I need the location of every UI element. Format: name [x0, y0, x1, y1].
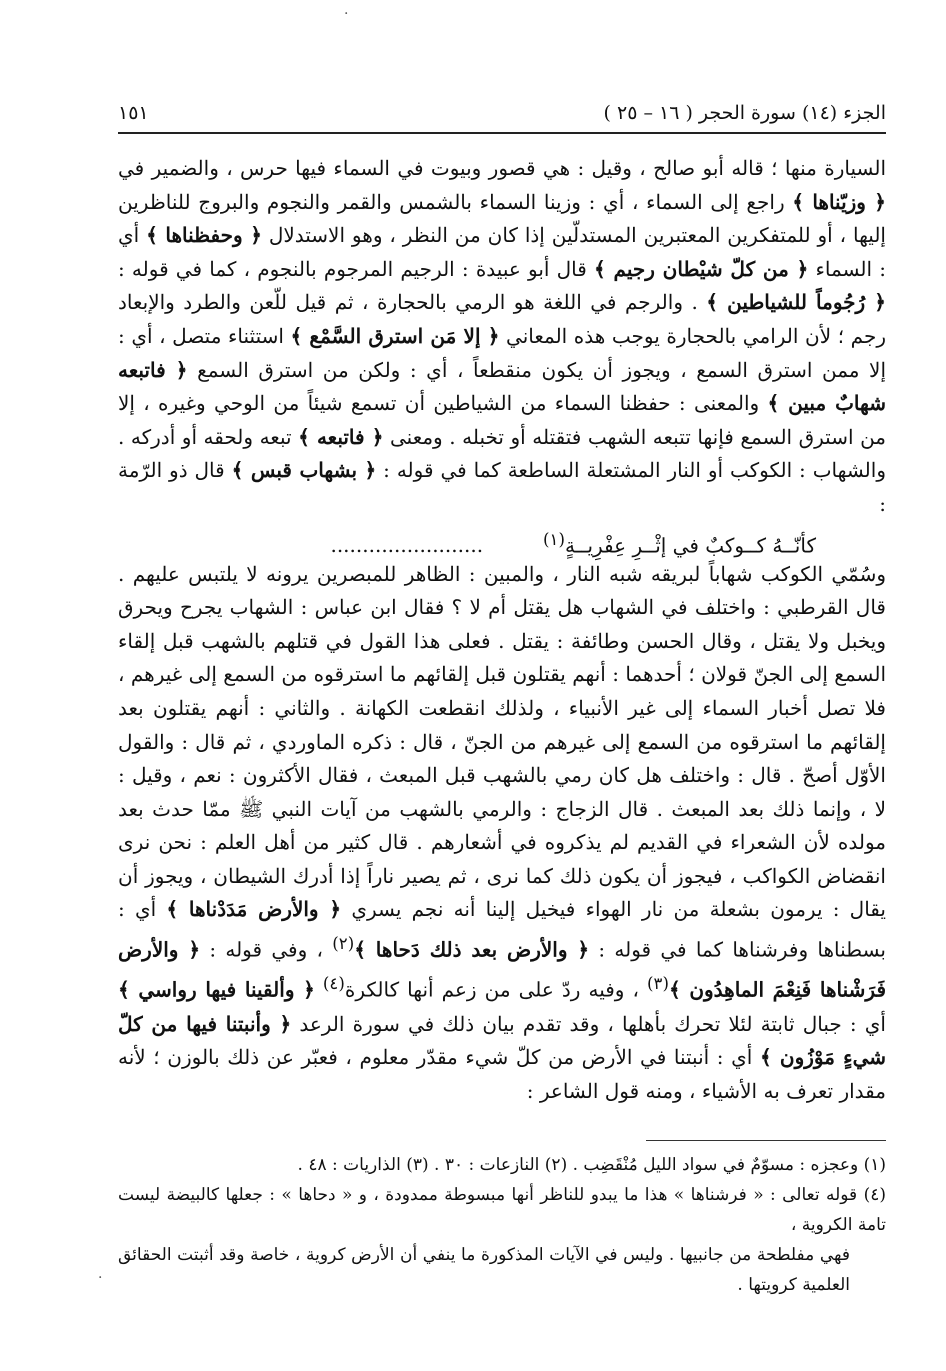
quran-verse: ﴿ وأنبتنا فيها من كلّ شيءٍ مَوْزُون ﴾: [118, 1011, 886, 1070]
footnote-line: (٤) قوله تعالى : « فرشناها » هذا ما يبدو للناظر أنها مبسوطة ممدودة ، و « دحاها » : جعلها كالبيضة ليست تامة الكروية ،: [118, 1185, 886, 1235]
quran-verse: ﴿ وحفظناها ﴾: [146, 223, 262, 248]
text-run: قال أبو عبيدة : الرجيم المرجوم بالنجوم ، كما في قوله :: [118, 256, 594, 281]
text-run: قال ذو الرّمة :: [118, 458, 886, 516]
quran-verse: ﴿ بشهاب قبس ﴾: [231, 458, 377, 483]
text-run: وسُمّي الكوكب شهاباً لبريقه شبه النار ، والمبين : الظاهر للمبصرين يرونه لا يلتبس عليهم . قال القرطبي : واختلف في الشهاب هل يقتل أم لا ؟ فقال ابن عباس : الشهاب يجرح ويحرق ويخبل ولا يقتل ، وقال الحسن وطائفة : يقتل . فعلى هذا القول في قتلهم بالشهب قبل إلقاء السمع إلى الجنّ قولان ؛ أحدهما : أنهم يقتلون قبل إلقائهم ما استرقوه من السمع إلى غيرهم ، فلا تصل أخبار السماء إلى غير الأنبياء ، ولذلك انقطعت الكهانة . والثاني : أنهم يقتلون بعد إلقائهم ما استرقوه من السمع إلى غيرهم من الجنّ ، قال : ذكره الماوردي ، ثم قال : والقول الأوّل أصحّ . قال : واختلف هل كان رمي بالشهب قبل المبعث ، فقال الأكثرون : نعم ، وقيل : لا ، وإنما ذلك بعد المبعث . قال الزجاج : والرمي بالشهب من آيات النبي ﷺ ممّا حدث بعد مولده لأن الشعراء في القديم لم يذكروه في أشعارهم . قال كثير من أهل العلم : نحن نرى انقضاض الكواكب ، فيجوز أن يكون ذلك كما نرى ، ثم يصير ناراً إذا أدرك الشيطان ، ويجوز أن يقال : يرمون بشعلة من نار الهواء فيخيل إلينا أنه نجم يسري: [118, 561, 886, 922]
header-rule: [118, 132, 886, 134]
quran-verse: ﴿ فاتبعه شهابٌ مبين ﴾: [118, 357, 886, 416]
text-run: أي : أنبتنا في الأرض من كلّ شيء مقدّر معلوم ، فعبّر عن ذلك بالوزن ؛ لأنه مقدار تعرف به الأشياء ، ومنه قول الشاعر :: [118, 1045, 886, 1103]
text-run: ، وفيه ردّ على من زعم أنها كالكرة: [344, 977, 647, 1002]
poem-verse: [118, 522, 886, 558]
footnote-ref: (٣): [647, 974, 669, 994]
text-run: والمعنى : حفظنا السماء من الشياطين أن تسمع شيئاً من الوحي وغيره ، إلا من استرق السمع فإنها تتبعه الشهب فتقتله أو تخبله . ومعنى: [118, 391, 887, 449]
running-title: الجزء (١٤) سورة الحجر ( ١٦ – ٢٥ ): [603, 102, 886, 124]
quran-verse: ﴿ والأرض بعد ذلك دَحاها ﴾: [354, 937, 590, 962]
footnotes: [118, 1150, 886, 1300]
text-run: تبعه ولحقه أو أدركه . والشهاب : الكوكب أو النار المشتعلة الساطعة كما في قوله :: [118, 424, 886, 483]
text-run: راجع إلى السماء ، أي : وزينا السماء بالشمس والقمر والنجوم والبروج للناظرين إليها ، أو للمتفكرين المعتبرين المستدلّين إذا كان من النظر ، وهو الاستدلال: [118, 189, 886, 248]
page-number: ١٥١: [118, 102, 149, 124]
text-run: ، وفي قوله :: [200, 937, 333, 962]
page-header: [118, 100, 886, 126]
scan-speck: ·: [344, 6, 349, 22]
footnote-ref: (١): [543, 529, 565, 549]
quran-verse: ﴿ والأرض فَرَشْناها فَنِعْمَ الماهِدُون ﴾: [118, 937, 887, 1002]
text-run: السيارة منها ؛ قاله أبو صالح ، وقيل : هي قصور وبيوت في السماء فيها حرس ، والضمير في: [118, 156, 886, 180]
main-text: [118, 152, 886, 1108]
scan-speck: ·: [98, 1270, 103, 1286]
quran-verse: ﴿ إلا مَن استرق السَّمْع ﴾: [290, 323, 500, 348]
paragraph-2: [118, 558, 886, 1109]
text-run: . والرجم في اللغة هو الرمي بالحجارة ، ثم قيل للّعن والطرد والإبعاد رجم ؛ لأن الرامي بالحجارة يوجب هذه المعاني: [118, 290, 886, 348]
quran-verse: ﴿ فاتبعه ﴾: [298, 424, 384, 449]
footnote-ref: (٤): [322, 974, 345, 994]
text-run: أي : السماء: [118, 223, 886, 281]
footnote-rule: [646, 1140, 886, 1141]
footnote-line: فهي مفلطحة من جانبيها . وليس في الآيات المذكورة ما ينفي أن الأرض كروية ، خاصة وقد أثبتت الحقائق العلمية كرويتها .: [118, 1245, 850, 1295]
paragraph-1: [118, 152, 886, 522]
text-run: أي : جبال ثابتة لئلا تحرك بأهلها ، وقد تقدم بيان ذلك في سورة الرعد: [291, 1011, 886, 1036]
text-run: [315, 978, 323, 1002]
quran-verse: ﴿ وزيّناها ﴾: [792, 189, 886, 214]
quran-verse: ﴿ وألقينا فيها رواسي ﴾: [118, 977, 315, 1002]
footnote-line: (١) وعجزه : مسوّمٌ في سواد الليل مُنْقَضِب . (٢) النازعات : ٣٠ . (٣) الذاريات : ٤٨ .: [297, 1155, 886, 1175]
poem-line: كأنّــهُ كــوكبٌ في إثْــرِ عِفْرِيــةٍ: [565, 533, 816, 558]
quran-verse: ﴿ من كلّ شيْطان رجيم ﴾: [594, 256, 809, 281]
text-run: استثناء متصل ، أي : إلا ممن استرق السمع ، ويجوز أن يكون منقطعاً ، أي : ولكن من استرق السمع: [118, 323, 886, 382]
poem-ellipsis: ........................: [330, 533, 484, 558]
text-run: أي : بسطناها وفرشناها كما في قوله :: [118, 897, 886, 962]
quran-verse: ﴿ والأرض مَدَدْناها ﴾: [166, 897, 342, 922]
quran-verse: ﴿ رُجُوماً للشياطين ﴾: [706, 290, 886, 315]
footnote-ref: (٢): [332, 934, 355, 954]
